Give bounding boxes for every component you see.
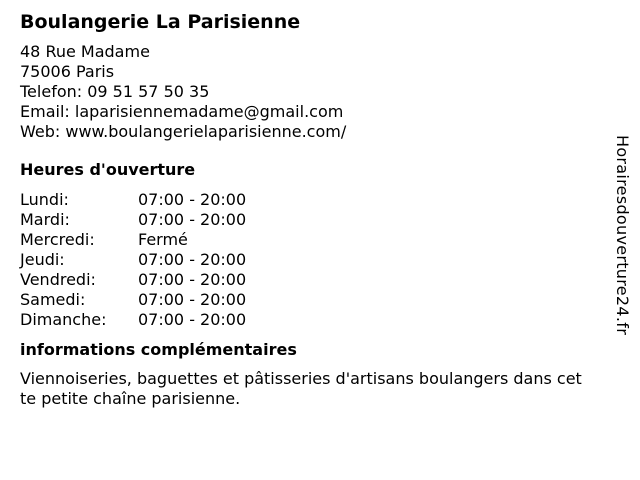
business-card: [20, 10, 600, 409]
hours-row-thursday: [20, 250, 600, 270]
hours-row-monday: [20, 190, 600, 210]
additional-info-text: Viennoiseries, baguettes et pâtisseries d'artisans boulangers dans cette petite chaîne parisienne.: [20, 369, 582, 408]
hours-row-sunday: [20, 310, 600, 330]
hours-row-wednesday: [20, 230, 600, 250]
day-label: Samedi:: [20, 290, 86, 309]
business-name: Boulangerie La Parisienne: [20, 11, 301, 33]
time-value: 07:00 - 20:00: [138, 270, 247, 289]
day-label: Dimanche:: [20, 310, 107, 329]
hours-row-tuesday: [20, 210, 600, 230]
day-label: Jeudi:: [20, 250, 65, 269]
time-value: 07:00 - 20:00: [138, 290, 247, 309]
day-label: Mercredi:: [20, 230, 95, 249]
day-label: Vendredi:: [20, 270, 96, 289]
opening-hours-heading: Heures d'ouverture: [20, 160, 196, 179]
website-url: Web: www.boulangerielaparisienne.com/: [20, 122, 347, 141]
time-value: 07:00 - 20:00: [138, 190, 247, 209]
day-label: Mardi:: [20, 210, 70, 229]
email-address: Email: laparisiennemadame@gmail.com: [20, 102, 344, 121]
hours-row-saturday: [20, 290, 600, 310]
street-address: 48 Rue Madame: [20, 42, 150, 61]
additional-info-heading: informations complémentaires: [20, 340, 297, 359]
phone-number: Telefon: 09 51 57 50 35: [20, 82, 210, 101]
hours-row-friday: [20, 270, 600, 290]
time-value: 07:00 - 20:00: [138, 210, 247, 229]
time-value: 07:00 - 20:00: [138, 310, 247, 329]
time-value: Fermé: [138, 230, 188, 249]
time-value: 07:00 - 20:00: [138, 250, 247, 269]
city-address: 75006 Paris: [20, 62, 115, 81]
day-label: Lundi:: [20, 190, 69, 209]
opening-hours-table: [20, 190, 600, 330]
site-watermark: Horairesdouverture24.fr: [613, 135, 632, 336]
